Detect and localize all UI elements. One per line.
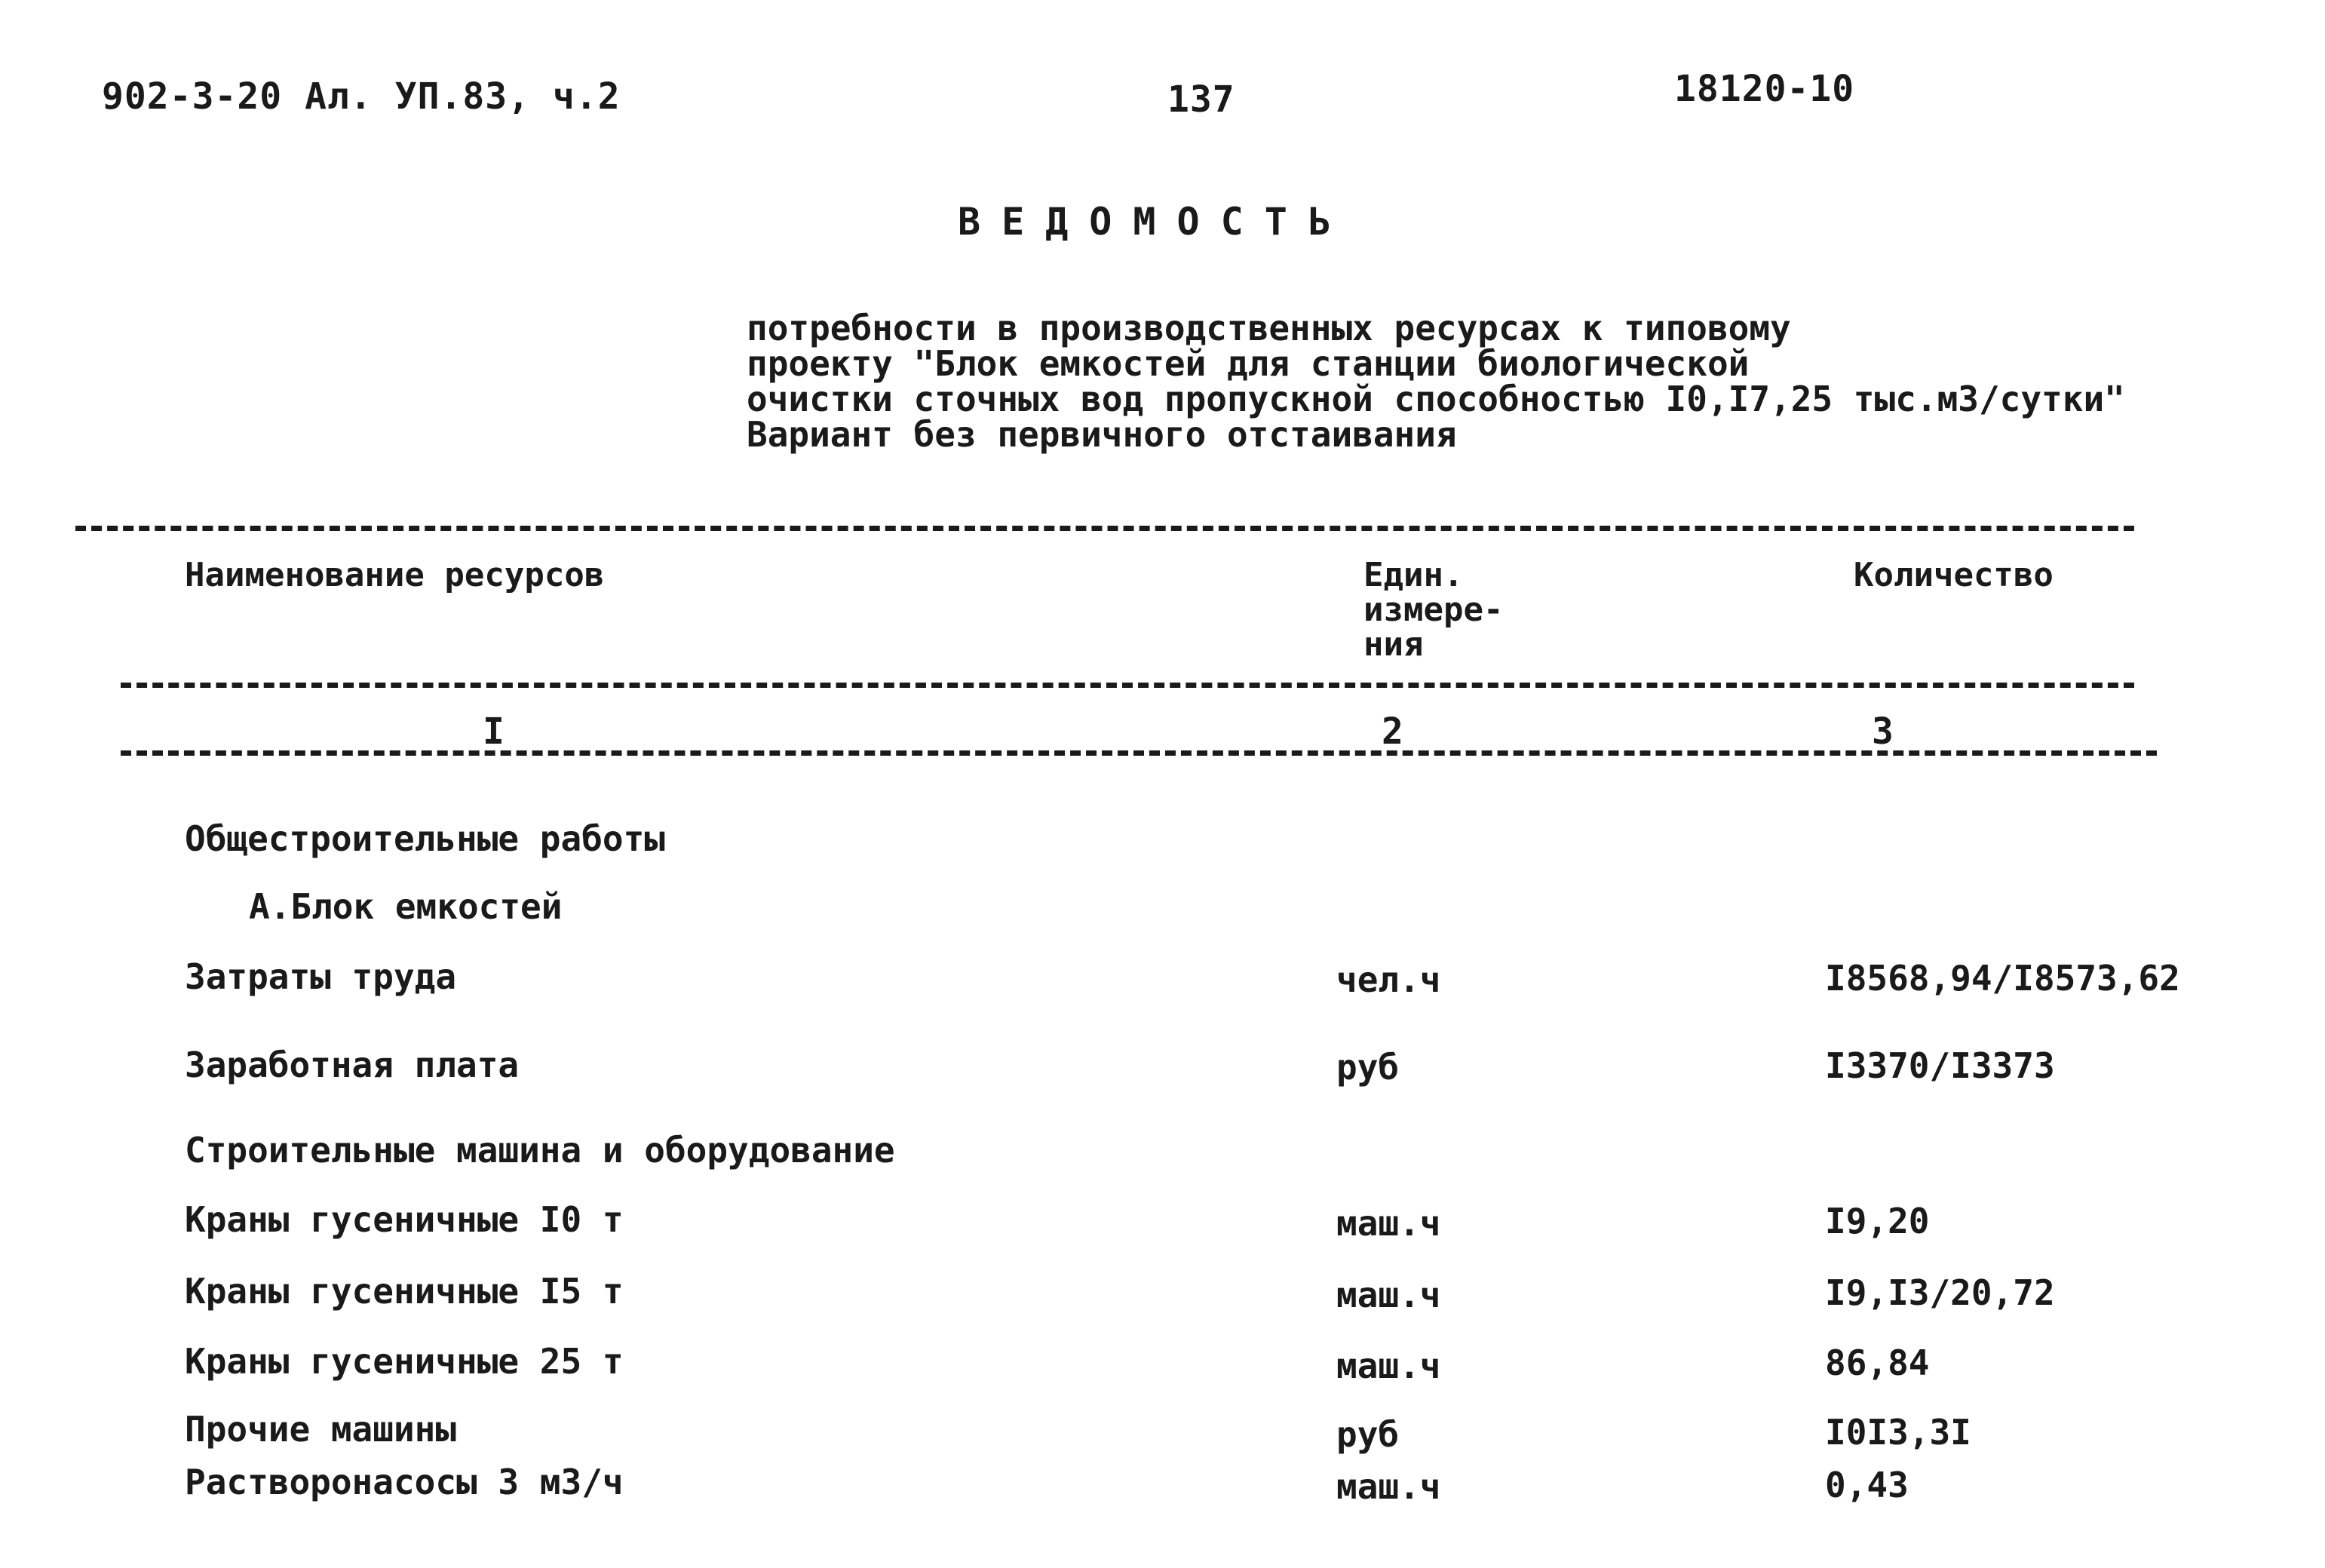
document-title: ВЕДОМОСТЬ [958,200,1352,244]
column-numbers-rule [121,750,2157,756]
subtitle-line-2: проекту "Блок емкостей для станции биологической [747,343,1750,384]
document-code: 902-3-20 Ал. УП.83, ч.2 [102,75,621,118]
row-unit: маш.ч [1336,1346,1441,1386]
table-top-rule [75,526,2134,531]
sheet-code: 18120-10 [1674,68,1855,110]
row-name: Прочие машины [185,1409,457,1450]
row-unit: чел.ч [1336,959,1441,1000]
column-header-unit-line-3: ния [1363,625,1424,664]
row-name: Краны гусеничные 25 т [185,1341,624,1382]
row-unit: руб [1336,1414,1400,1455]
section-heading: Общестроительные работы [185,818,665,859]
column-number-1: I [483,710,505,753]
column-header-quantity: Количество [1854,556,2054,594]
row-quantity: I9,I3/20,72 [1825,1272,2055,1313]
column-number-2: 2 [1382,710,1403,753]
row-quantity: 86,84 [1825,1342,1930,1383]
column-header-unit [1363,558,1503,662]
row-unit: маш.ч [1336,1466,1441,1507]
row-quantity: 0,43 [1825,1465,1909,1505]
row-quantity: I9,20 [1825,1201,1930,1241]
column-number-3: 3 [1872,710,1894,753]
row-quantity: I8568,94/I8573,62 [1825,958,2180,999]
column-header-unit-line-1: Един. [1363,556,1464,594]
row-quantity: I3370/I3373 [1825,1045,2055,1086]
row-unit: руб [1336,1047,1400,1088]
row-name: Строительные машина и оборудование [185,1130,895,1171]
header-bottom-rule [121,683,2134,688]
row-name: Затраты труда [185,956,457,997]
row-name: Заработная плата [185,1045,520,1085]
subsection-heading: А.Блок емкостей [249,886,563,927]
subtitle-line-4: Вариант без первичного отстаивания [747,414,1457,455]
column-header-name: Наименование ресурсов [185,556,605,594]
document-subtitle [747,308,2125,455]
row-unit: маш.ч [1336,1203,1441,1244]
row-name: Растворонасосы 3 м3/ч [185,1462,624,1502]
row-name: Краны гусеничные I5 т [185,1271,624,1312]
subtitle-line-3: очистки сточных вод пропускной способностью I0,I7,25 тыс.м3/сутки" [747,379,2125,419]
page-number: 137 [1167,78,1235,121]
row-unit: маш.ч [1336,1275,1441,1315]
row-quantity: I0I3,3I [1825,1412,1971,1453]
row-name: Краны гусеничные I0 т [185,1199,624,1240]
column-header-unit-line-2: измере- [1363,591,1504,629]
subtitle-line-1: потребности в производственных ресурсах к типовому [747,308,1791,348]
